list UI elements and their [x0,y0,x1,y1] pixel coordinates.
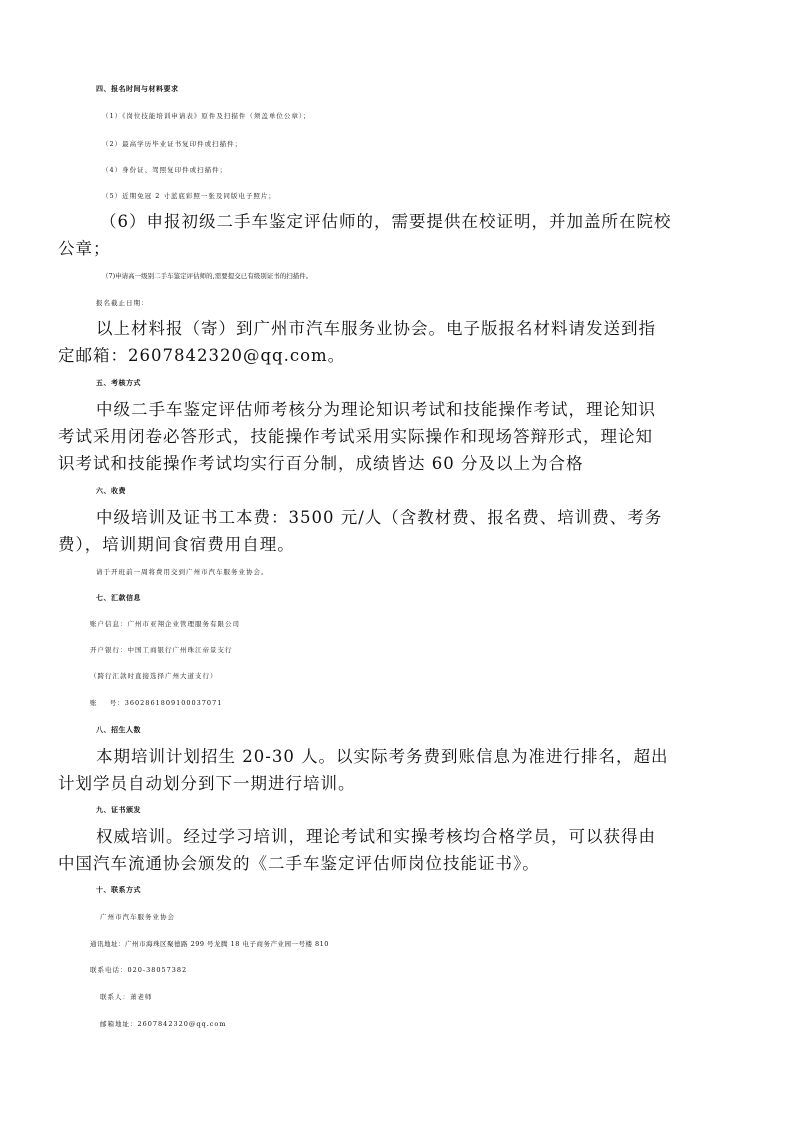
requirement-item-1: （1）《岗位技能培训申请表》原件及扫描件（须盖单位公章）； [102,112,311,120]
section-heading-contact: 十、联系方式 [96,886,141,894]
contact-email: 邮箱地址：2607842320@qq.com [100,1020,227,1028]
requirement-item-6: （6）申报初级二手车鉴定评估师的，需要提供在校证明，并加盖所在院校 [100,212,672,231]
assessment-line-3: 识考试和技能操作考试均实行百分制，成绩皆达 60 分及以上为合格 [58,454,584,473]
requirement-item-6-cont: 公章； [58,239,111,258]
contact-person: 联系人：萧老师 [100,993,153,1001]
fees-line-2: 费），培训期间食宿费用自理。 [58,535,295,554]
fees-line-3: 请于开班前一周将费用交到广州市汽车服务业协会。 [96,568,269,576]
assessment-line-1: 中级二手车鉴定评估师考核分为理论知识考试和技能操作考试，理论知识 [96,400,656,419]
requirement-item-7: （7)申请高一级别二手车鉴定评估师的,需要提交已有级别证书的扫描件。 [102,272,313,280]
section-heading-remittance: 七、汇款信息 [96,594,141,602]
requirement-item-2: （2）最高学历毕业证书复印件或扫描件； [102,140,243,148]
bank-name: 开户银行：中国工商银行广州珠江帝景支行 [90,646,233,654]
contact-address: 通讯地址：广州市海珠区聚德路 299 号龙腾 18 电子商务产业园一号楼 810 [90,940,329,948]
fees-line-1: 中级培训及证书工本费：3500 元/人（含教材费、报名费、培训费、考务 [96,508,663,527]
requirement-item-5: （5）近期免冠 2 寸蓝底彩照一张及同版电子照片； [102,192,276,200]
account-number: 账 号：3602861809100037071 [90,699,223,707]
enrollment-line-2: 计划学员自动划分到下一期进行培训。 [58,774,356,793]
contact-phone: 联系电话：020-38057382 [90,966,188,974]
certificate-line-2: 中国汽车流通协会颁发的《二手车鉴定评估师岗位技能证书》。 [58,854,540,873]
requirement-item-4: （4）身份证、驾照复印件或扫描件； [102,166,228,174]
assessment-line-2: 考试采用闭卷必答形式，技能操作考试采用实际操作和现场答辩形式，理论知 [58,427,653,446]
certificate-line-1: 权威培训。经过学习培训，理论考试和实操考核均合格学员，可以获得由 [96,827,656,846]
enrollment-line-1: 本期培训计划招生 20-30 人。以实际考务费到账信息为准进行排名，超出 [96,747,669,766]
section-heading-enrollment: 八、招生人数 [96,726,141,734]
section-heading-registration: 四、报名时间与材料要求 [96,85,179,93]
remittance-note: （跨行汇款时直接选择广州大道支行） [90,672,218,680]
contact-org: 广州市汽车服务业协会 [100,913,175,921]
deadline-label: 报名截止日期： [96,299,149,307]
submission-line-2: 定邮箱：2607842320@qq.com。 [58,346,346,365]
account-name: 账户信息：广州市亚翔企业管理服务有限公司 [90,620,240,628]
section-heading-assessment: 五、考核方式 [96,379,141,387]
section-heading-certificate: 九、证书颁发 [96,806,141,814]
submission-line-1: 以上材料报（寄）到广州市汽车服务业协会。电子版报名材料请发送到指 [96,319,656,338]
section-heading-fees: 六、收费 [96,487,126,495]
